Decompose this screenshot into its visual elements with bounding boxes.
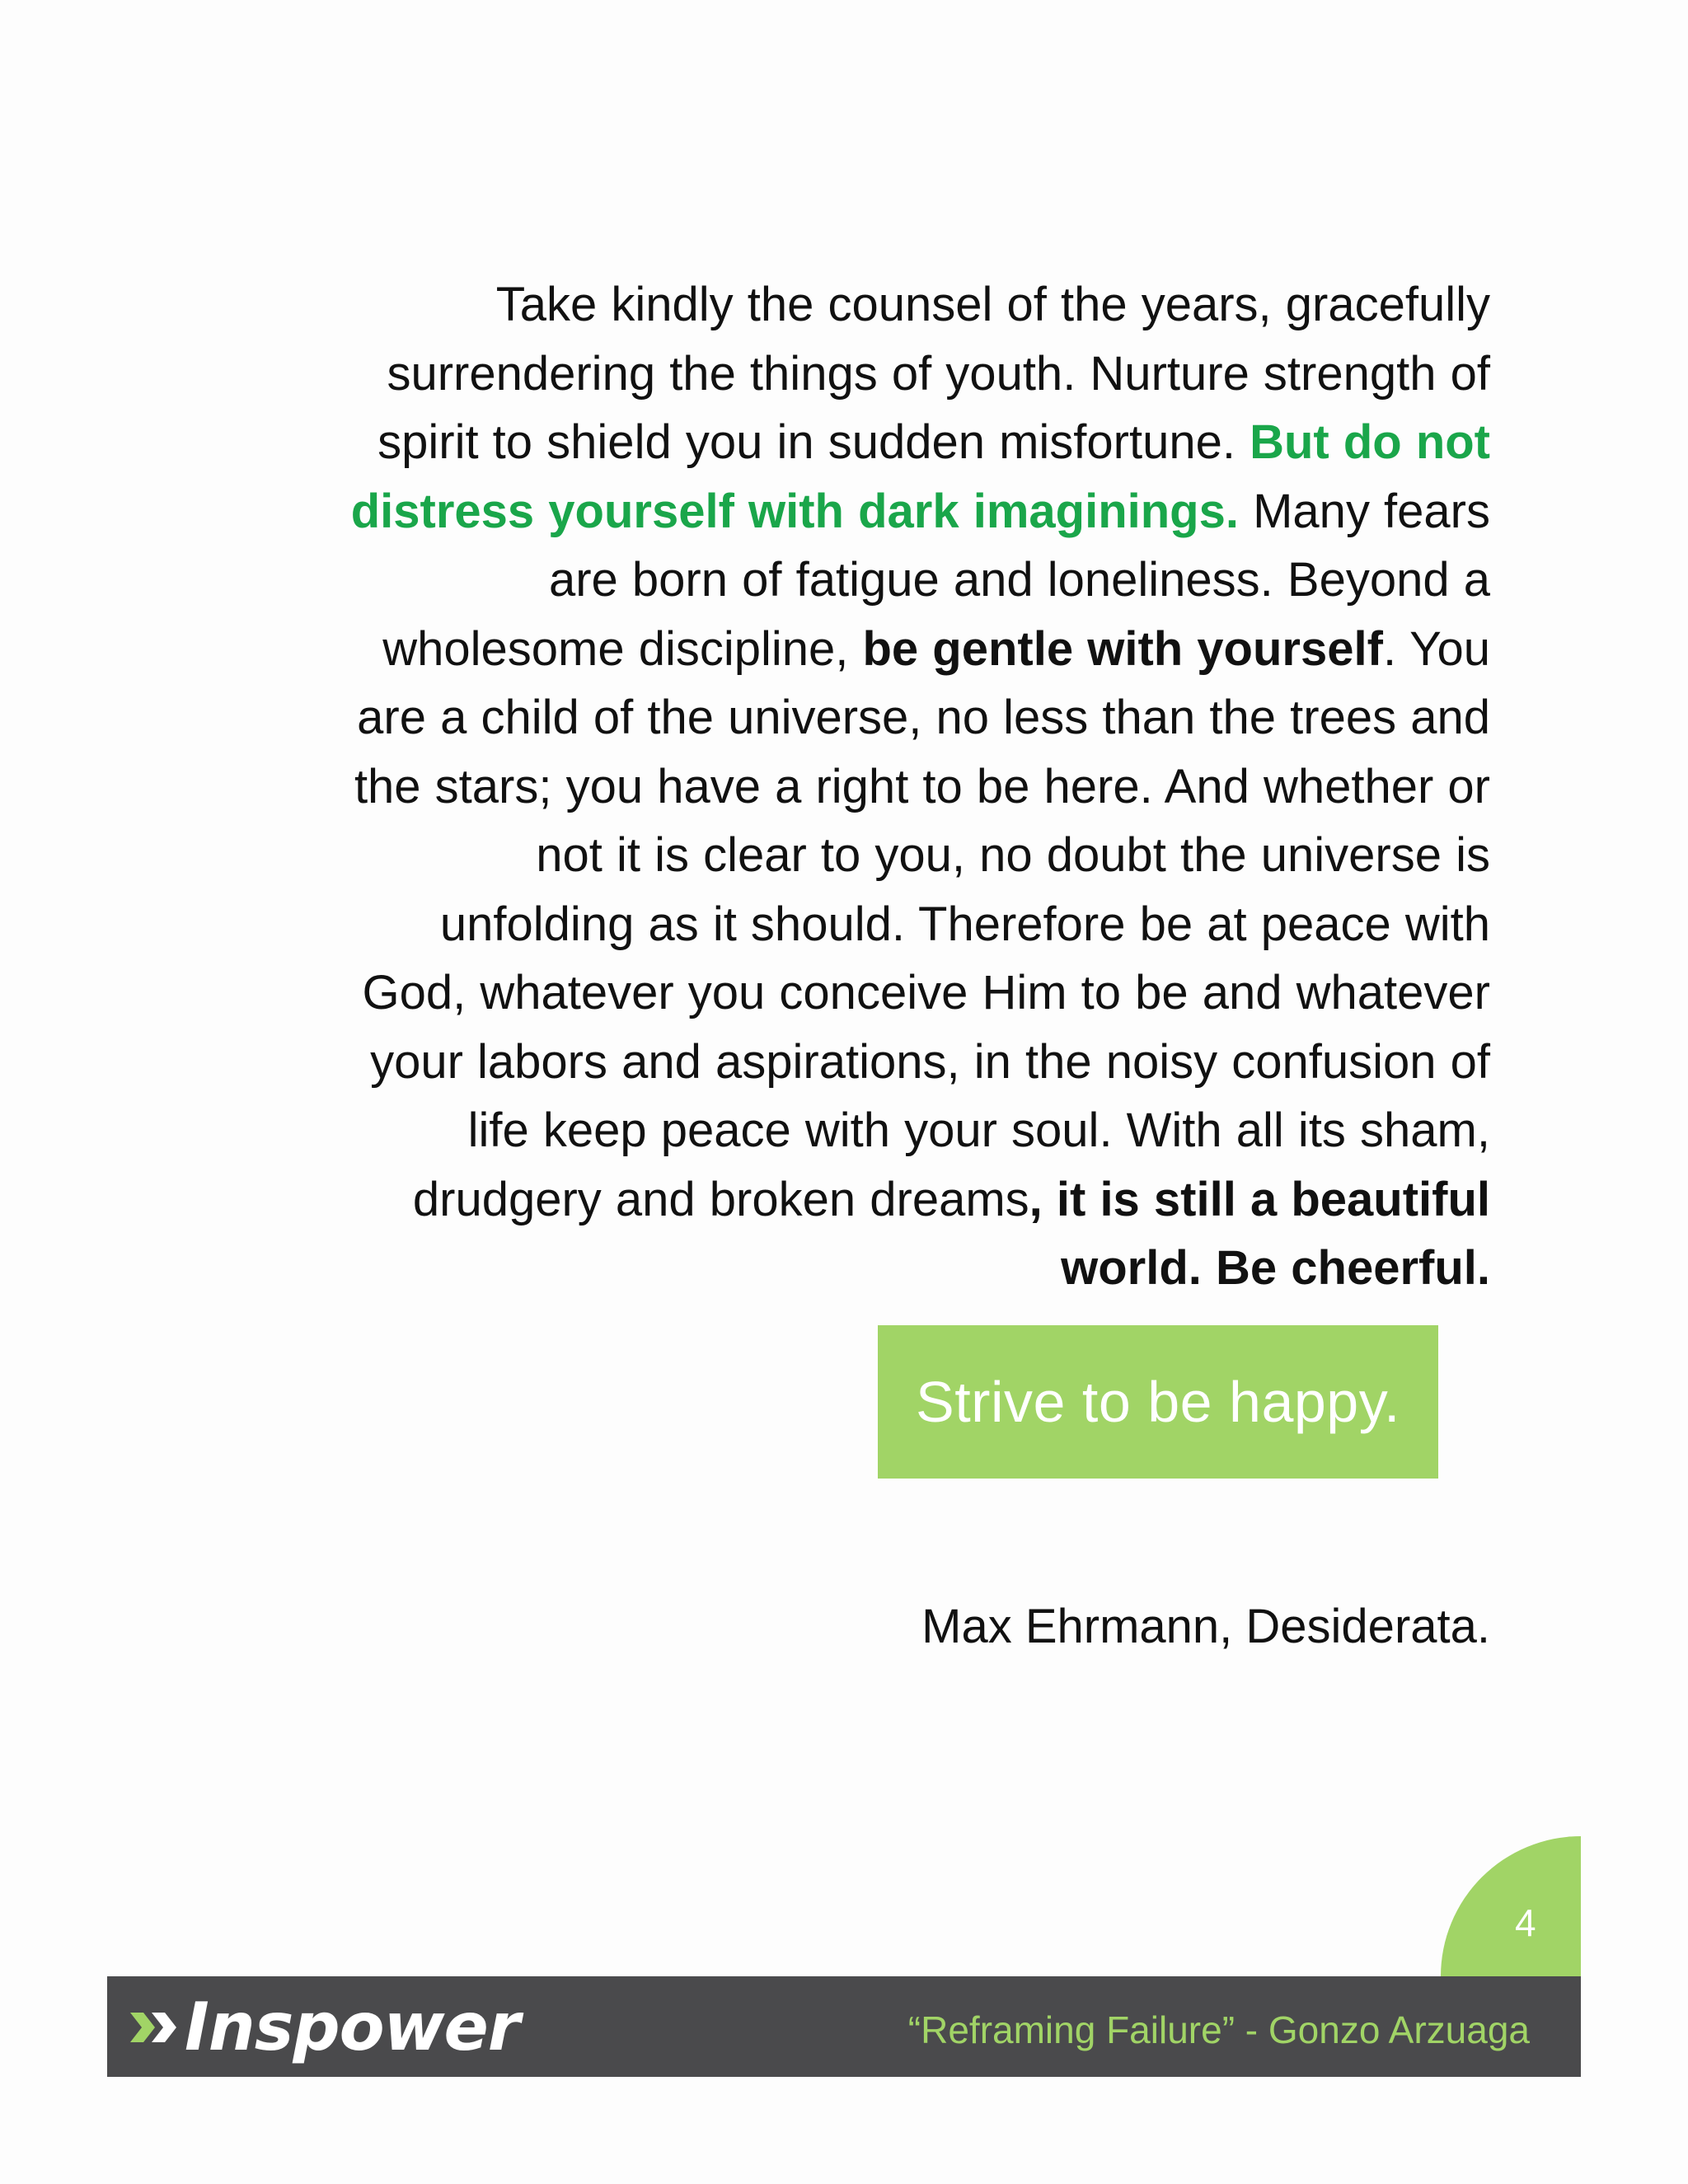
quote-line: unfolding as it should. Therefore be at peace with (439, 897, 1490, 951)
footer-bar (107, 1976, 1581, 2077)
bold-phrase: , it is still a beautiful (1029, 1172, 1490, 1226)
highlighted-phrase: But do not (1250, 415, 1490, 469)
quote-line: your labors and aspirations, in the noisy confusion of (370, 1034, 1490, 1089)
quote-line: the stars; you have a right to be here. And whether or (354, 759, 1490, 813)
quote-line: God, whatever you conceive Him to be and whatever (362, 966, 1490, 1019)
inspower-logo (127, 1989, 520, 2065)
quote-text: drudgery and broken dreams (412, 1172, 1029, 1226)
attribution: Max Ehrmann, Desiderata. (921, 1600, 1490, 1653)
quote-text: . You (1382, 621, 1490, 676)
highlighted-phrase: distress yourself with dark imaginings. (350, 484, 1239, 538)
quote-line: life keep peace with your soul. With all its sham, (467, 1104, 1490, 1157)
page-number: 4 (1515, 1901, 1536, 1944)
quote-line: Take kindly the counsel of the years, gracefully (495, 278, 1490, 331)
logo-wordmark: Inspower (185, 1989, 520, 2065)
quote-line (214, 477, 1490, 546)
callout-box (878, 1325, 1438, 1479)
callout-text: Strive to be happy. (916, 1370, 1400, 1434)
quote-text: Many fears (1239, 484, 1490, 538)
desiderata-quote (214, 270, 1490, 1303)
footer-title: “Reframing Failure” - Gonzo Arzuaga (907, 2008, 1530, 2051)
page-number-tab (1441, 1836, 1581, 1976)
quote-line: world. Be cheerful. (1061, 1241, 1490, 1295)
quote-line: are a child of the universe, no less than the trees and (357, 691, 1490, 744)
quote-line: not it is clear to you, no doubt the universe is (536, 828, 1490, 882)
quote-text: wholesome discipline, (382, 621, 863, 676)
bold-phrase: be gentle with yourself (862, 621, 1383, 676)
quote-line (214, 1165, 1490, 1235)
quote-line (214, 408, 1490, 477)
quote-text: spirit to shield you in sudden misfortune. (377, 415, 1250, 469)
quote-line: surrendering the things of youth. Nurture strength of (387, 346, 1490, 401)
double-chevron-right-icon (127, 2009, 181, 2046)
quote-line: are born of fatigue and loneliness. Beyond a (548, 553, 1490, 607)
quote-line (214, 615, 1490, 684)
